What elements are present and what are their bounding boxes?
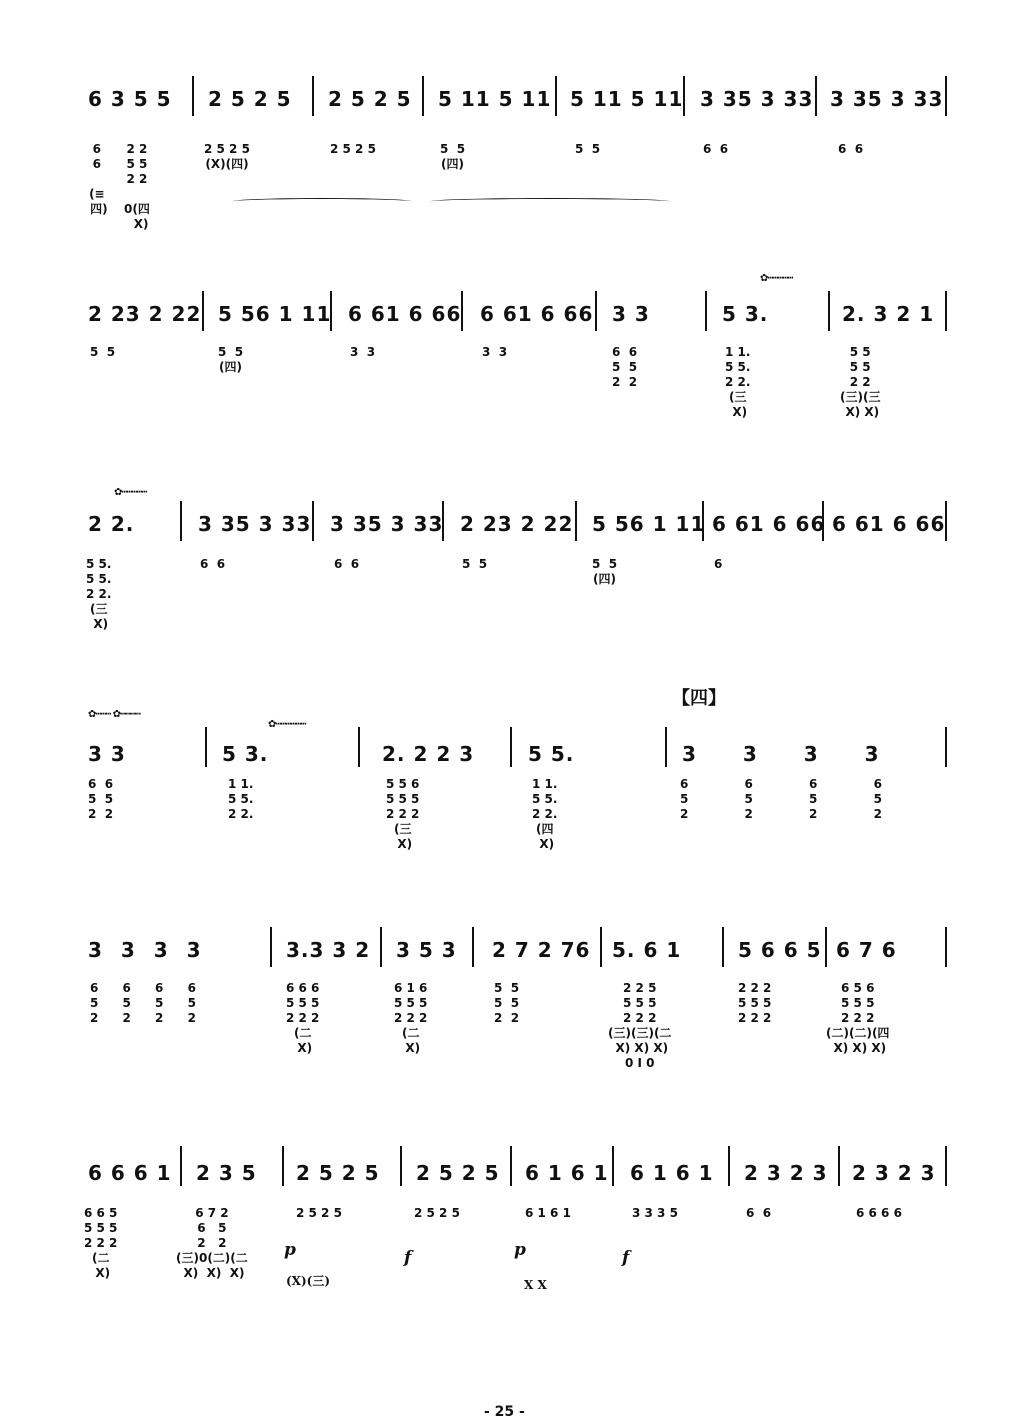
melody-measure: 2 5 2 5 [416, 1161, 500, 1185]
system-3 [0, 487, 1024, 695]
melody-measure: 2 23 2 22 [460, 512, 574, 536]
accompaniment-chord: 3 3 [350, 345, 376, 359]
tie-line [430, 198, 670, 205]
page-number: - 25 - [484, 1404, 525, 1420]
barline [400, 1146, 402, 1186]
trill-mark: ✿┅┅┅┅┅┅ [268, 719, 306, 730]
melody-measure: 5 56 1 11 [218, 302, 332, 326]
melody-measure: 5 11 5 11 [438, 87, 552, 111]
barline [472, 927, 474, 967]
accompaniment-chord: 6 6 [334, 557, 360, 571]
accompaniment-chord: 6 6 [838, 142, 864, 156]
barline [728, 1146, 730, 1186]
accompaniment-chord: 5 5 5 5 2 2 (三)(三 X) X) [840, 345, 881, 419]
barline [945, 76, 947, 116]
accompaniment-chord: 2 5 2 5 [330, 142, 376, 156]
barline [945, 927, 947, 967]
melody-measure: 2 3 5 [196, 1161, 257, 1185]
tie-line [232, 198, 412, 205]
accompaniment-chord: 6 6 5 5 5 5 2 2 2 (二 X) [84, 1206, 118, 1280]
accompaniment-chord: 6 6 5 5 2 2 [612, 345, 638, 389]
barline [828, 291, 830, 331]
melody-measure: 6 1 6 1 [630, 1161, 714, 1185]
accompaniment-chord: 6 6 [703, 142, 729, 156]
barline [945, 1146, 947, 1186]
barline [282, 1146, 284, 1186]
melody-measure: 6 1 6 1 [525, 1161, 609, 1185]
barline [510, 1146, 512, 1186]
system-4 [0, 705, 1024, 905]
accompaniment-chord: 5 5 [575, 142, 601, 156]
articulation-label: (X)(三) [286, 1274, 331, 1288]
accompaniment-chord: 6 6 5 5 2 2 [88, 777, 114, 821]
accompaniment-chord: 6 1 6 1 [525, 1206, 571, 1220]
dynamic-marking: p [514, 1240, 526, 1260]
barline [945, 727, 947, 767]
accompaniment-chord: 5 5. 5 5. 2 2. (三 X) [86, 557, 112, 631]
melody-measure: 5 6 6 5 [738, 938, 822, 962]
barline [180, 501, 182, 541]
system-5 [0, 905, 1024, 1140]
barline [815, 76, 817, 116]
melody-measure: 3 35 3 33 [700, 87, 814, 111]
accompaniment-chord: 6 6 [200, 557, 226, 571]
accompaniment-chord: 3 3 [482, 345, 508, 359]
barline [665, 727, 667, 767]
melody-measure: 2 5 2 5 [296, 1161, 380, 1185]
accompaniment-chord: 5 5 [462, 557, 488, 571]
accompaniment-chord: 6 [714, 557, 723, 571]
melody-measure: 2 3 2 3 [852, 1161, 936, 1185]
accompaniment-chord: 5 5 (四) [218, 345, 244, 374]
trill-mark: ✿┅┅┅┅┅ [114, 487, 147, 498]
melody-measure: 3 35 3 33 [198, 512, 312, 536]
accompaniment-chord: 5 5 6 5 5 5 2 2 2 (三 X) [386, 777, 420, 851]
accompaniment-chord: 2 5 2 5 (X)(四) [204, 142, 250, 171]
bass-chord: 2 2 5 5 2 2 0(四 X) [124, 142, 150, 231]
melody-measure: 3.3 3 2 [286, 938, 371, 962]
barline [825, 927, 827, 967]
melody-measure: 2. 2 2 3 [382, 742, 475, 766]
barline [312, 501, 314, 541]
accompaniment-chord: 1 1. 5 5. 2 2. [228, 777, 254, 821]
accompaniment-chord: 2 2 5 5 5 5 2 2 2 (三)(三)(二 X) X) X) 0 I 0 [608, 981, 672, 1070]
accompaniment-chord: 6 1 6 5 5 5 2 2 2 (二 X) [394, 981, 428, 1055]
melody-measure: 5 3. [722, 302, 769, 326]
accompaniment-chord: 5 5 5 5 2 2 [494, 981, 520, 1025]
melody-measure: 6 61 6 66 [348, 302, 462, 326]
barline [555, 76, 557, 116]
section-label: 【四】 [672, 688, 726, 709]
melody-measure: 6 3 5 5 [88, 87, 172, 111]
melody-measure: 5. 6 1 [612, 938, 682, 962]
barline [380, 927, 382, 967]
trill-mark: ✿┅┅┅┅┅ [760, 273, 793, 284]
melody-measure: 3 3 [88, 742, 126, 766]
melody-measure: 3 3 [612, 302, 650, 326]
accompaniment-chord: 6 6 6 6 5 5 5 5 2 2 2 2 [680, 777, 882, 821]
system-2 [0, 273, 1024, 480]
articulation-label: X X [524, 1278, 547, 1292]
accompaniment-chord: 6 6 [746, 1206, 772, 1220]
melody-measure: 2 3 2 3 [744, 1161, 828, 1185]
melody-measure: 6 61 6 66 [832, 512, 946, 536]
barline [595, 291, 597, 331]
barline [270, 927, 272, 967]
melody-measure: 3 5 3 [396, 938, 457, 962]
barline [575, 501, 577, 541]
accompaniment-chord: 5 5 [90, 345, 116, 359]
barline [422, 76, 424, 116]
melody-measure: 5 11 5 11 [570, 87, 684, 111]
barline [192, 76, 194, 116]
melody-measure: 5 5. [528, 742, 575, 766]
trill-mark: ✿┅┅┅ ✿┅┅┅┅ [88, 709, 141, 720]
melody-measure: 6 6 6 1 [88, 1161, 172, 1185]
melody-measure: 3 35 3 33 [830, 87, 944, 111]
accompaniment-chord: 2 5 2 5 [414, 1206, 460, 1220]
accompaniment-chord: 6 6 (≡ 四) [89, 142, 108, 216]
accompaniment-chord: 6 6 6 5 5 5 2 2 2 (二 X) [286, 981, 320, 1055]
barline [705, 291, 707, 331]
barline [612, 1146, 614, 1186]
accompaniment-chord: 5 5 (四) [440, 142, 466, 171]
barline [722, 927, 724, 967]
melody-measure: 2 23 2 22 [88, 302, 202, 326]
accompaniment-chord: 6 7 2 6 5 2 2 (三)0(二)(二 X) X) X) [176, 1206, 248, 1280]
accompaniment-chord: 5 5 (四) [592, 557, 618, 586]
accompaniment-chord: 6 6 6 6 [856, 1206, 902, 1220]
melody-measure: 5 3. [222, 742, 269, 766]
accompaniment-chord: 1 1. 5 5. 2 2. (三 X) [725, 345, 751, 419]
barline [312, 76, 314, 116]
accompaniment-chord: 1 1. 5 5. 2 2. (四 X) [532, 777, 558, 851]
melody-measure: 3 3 3 3 [88, 938, 202, 962]
accompaniment-chord: 2 2 2 5 5 5 2 2 2 [738, 981, 772, 1025]
barline [202, 291, 204, 331]
melody-measure: 2 2. [88, 512, 135, 536]
melody-measure: 2 5 2 5 [208, 87, 292, 111]
barline [600, 927, 602, 967]
dynamic-marking: f [622, 1248, 630, 1268]
barline [838, 1146, 840, 1186]
melody-measure: 3 3 3 3 [682, 742, 880, 766]
accompaniment-chord: 6 5 6 5 5 5 2 2 2 (二)(二)(四 X) X) X) [826, 981, 890, 1055]
melody-measure: 2 5 2 5 [328, 87, 412, 111]
barline [510, 727, 512, 767]
barline [205, 727, 207, 767]
system-1 [0, 70, 1024, 280]
barline [180, 1146, 182, 1186]
melody-measure: 5 56 1 11 [592, 512, 706, 536]
accompaniment-chord: 2 5 2 5 [296, 1206, 342, 1220]
melody-measure: 6 7 6 [836, 938, 897, 962]
melody-measure: 2 7 2 76 [492, 938, 591, 962]
dynamic-marking: f [404, 1248, 412, 1268]
accompaniment-chord: 3 3 3 5 [632, 1206, 678, 1220]
accompaniment-chord: 6 6 6 6 5 5 5 5 2 2 2 2 [90, 981, 196, 1025]
melody-measure: 3 35 3 33 [330, 512, 444, 536]
system-6 [0, 1140, 1024, 1360]
barline [358, 727, 360, 767]
melody-measure: 2. 3 2 1 [842, 302, 935, 326]
melody-measure: 6 61 6 66 [712, 512, 826, 536]
dynamic-marking: p [284, 1240, 296, 1260]
barline [945, 291, 947, 331]
melody-measure: 6 61 6 66 [480, 302, 594, 326]
